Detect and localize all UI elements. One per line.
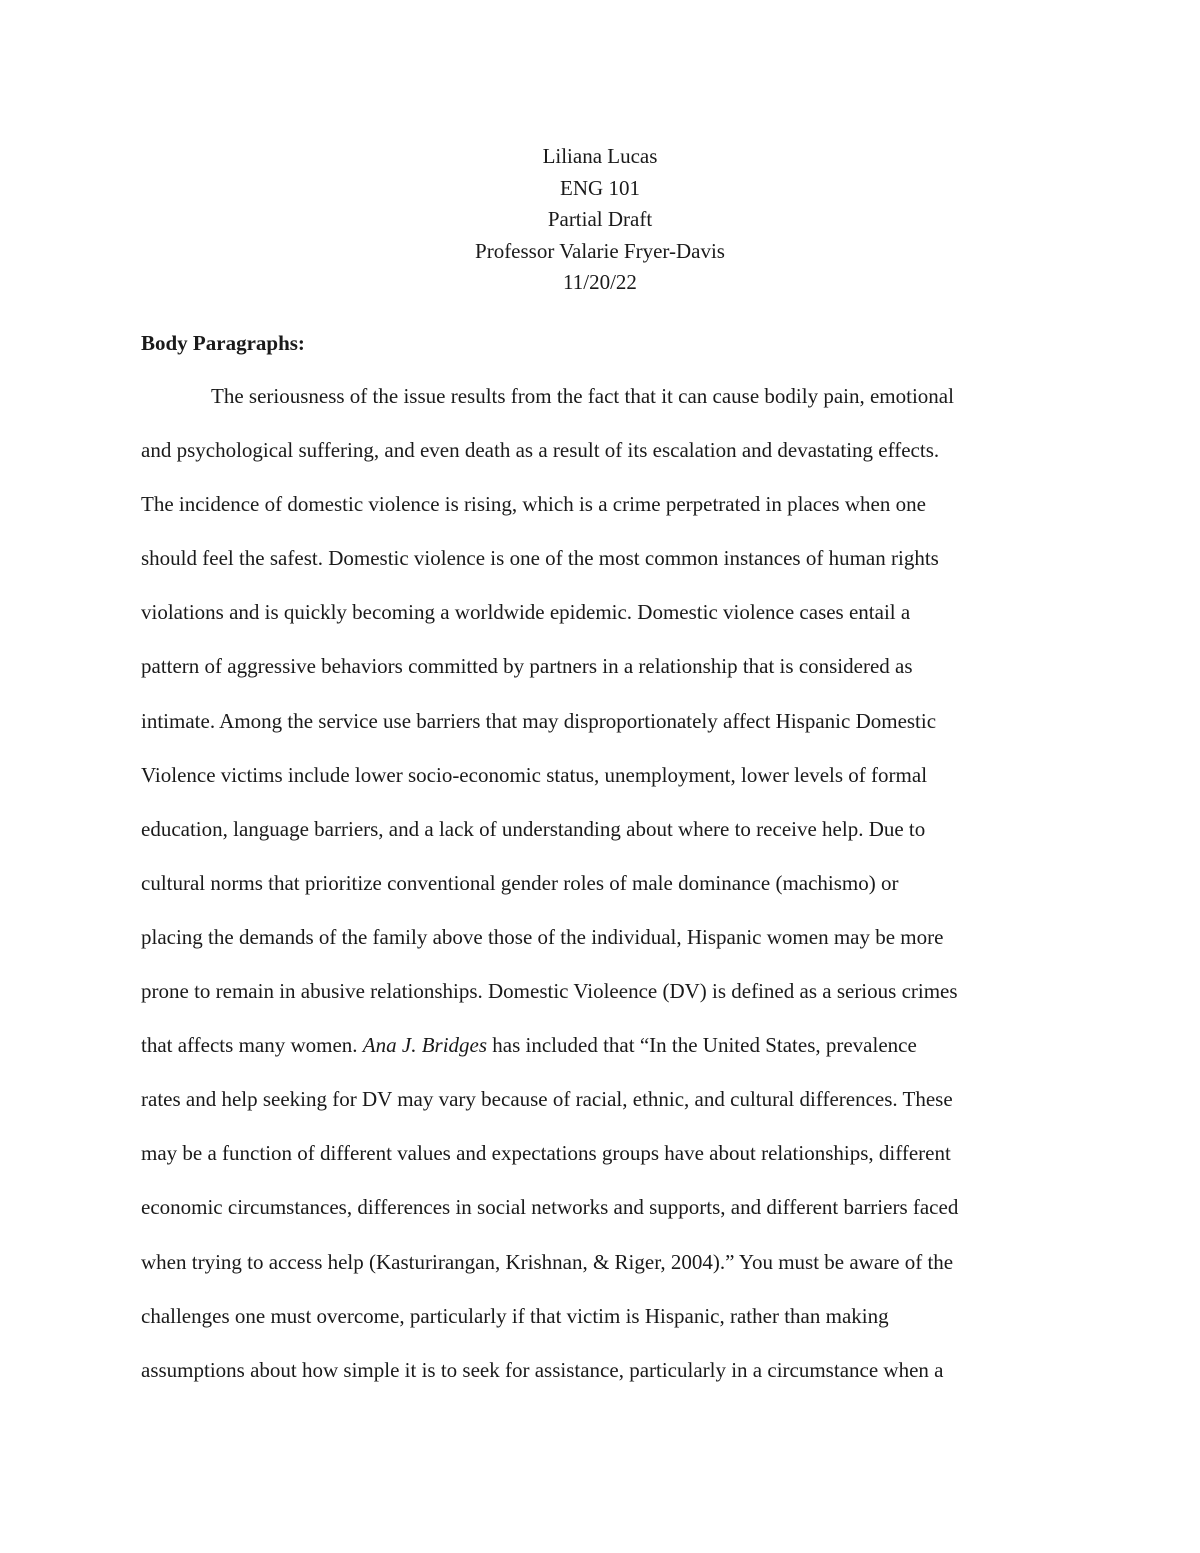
line-text-pre: that affects many women. [141,1033,363,1058]
document-header [0,141,1200,299]
paragraph-line: challenges one must overcome, particularly if that victim is Hispanic, rather than making [141,1303,889,1328]
paragraph-line: The incidence of domestic violence is rising, which is a crime perpetrated in places when one [141,492,926,517]
assignment-title: Partial Draft [547,207,653,231]
author-name: Liliana Lucas [542,144,658,168]
paragraph-line: violations and is quickly becoming a worldwide epidemic. Domestic violence cases entail a [141,600,911,625]
paragraph-line: economic circumstances, differences in social networks and supports, and different barriers faced [141,1195,959,1220]
paragraph-line: should feel the safest. Domestic violence is one of the most common instances of human rights [141,546,939,571]
paragraph-line: may be a function of different values and expectations groups have about relationships, different [141,1141,951,1166]
paragraph-line: and psychological suffering, and even death as a result of its escalation and devastating effects. [141,438,940,463]
paragraph-line: placing the demands of the family above those of the individual, Hispanic women may be more [141,924,944,949]
paragraph-line: cultural norms that prioritize conventional gender roles of male dominance (machismo) or [141,870,899,895]
paragraph-line: rates and help seeking for DV may vary because of racial, ethnic, and cultural differences. These [141,1087,953,1112]
paragraph-line: intimate. Among the service use barriers that may disproportionately affect Hispanic Domestic [141,708,937,733]
course-code: ENG 101 [560,175,640,200]
document-date: 11/20/22 [563,270,637,294]
paragraph-line [141,1029,1061,1083]
paragraph-line: prone to remain in abusive relationships. Domestic Violeence (DV) is defined as a serious crimes [141,979,958,1004]
paragraph-line: Violence victims include lower socio-economic status, unemployment, lower levels of formal [141,762,928,787]
professor-name: Professor Valarie Fryer-Davis [475,238,725,263]
cited-author-name: Ana J. Bridges [362,1033,488,1058]
line-text-post: has included that “In the United States, prevalence [487,1033,917,1058]
paragraph-line: assumptions about how simple it is to seek for assistance, particularly in a circumstance when a [141,1357,944,1382]
paragraph-line: when trying to access help (Kasturirangan, Krishnan, & Riger, 2004).” You must be aware of the [141,1249,954,1274]
paragraph-line: education, language barriers, and a lack of understanding about where to receive help. Due to [141,816,926,841]
body-paragraph [141,380,1061,1408]
paragraph-line: pattern of aggressive behaviors committed by partners in a relationship that is considered as [141,654,913,679]
paragraph-line: The seriousness of the issue results from the fact that it can cause bodily pain, emotional [211,384,954,408]
section-heading: Body Paragraphs: [141,331,305,355]
